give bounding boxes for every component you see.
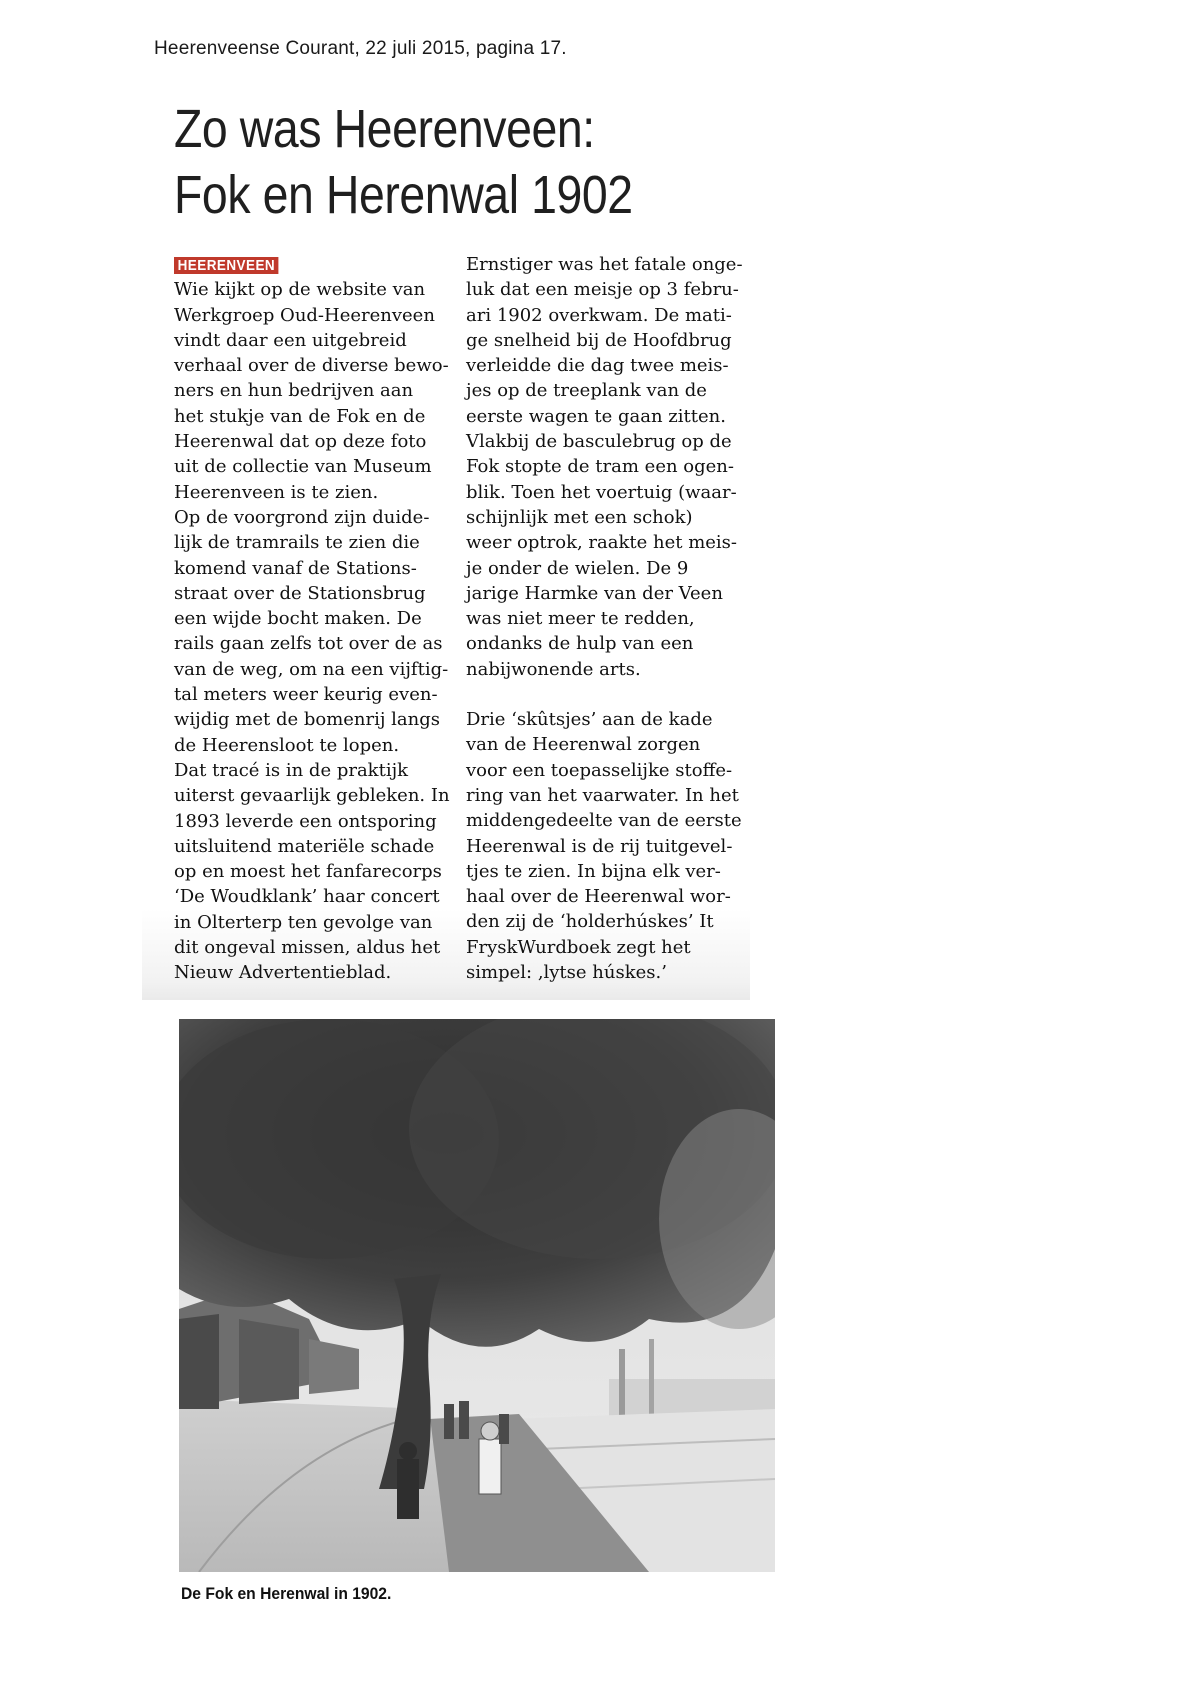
text-line: verhaal over de diverse bewo- — [174, 355, 449, 377]
text-line: ners en hun bedrijven aan — [174, 380, 414, 402]
source-citation: Heerenveense Courant, 22 juli 2015, pagina 17. — [154, 38, 567, 59]
text-line: FryskWurdboek zegt het — [466, 936, 691, 958]
text-line: Werkgroep Oud-Heerenveen — [174, 304, 435, 326]
text-line: ari 1902 overkwam. De mati- — [466, 304, 732, 326]
text-line: lijk de tramrails te zien die — [174, 532, 420, 554]
text-line: ring van het vaarwater. In het — [466, 784, 739, 806]
text-line: van de Heerenwal zorgen — [466, 734, 701, 756]
text-line: het stukje van de Fok en de — [174, 405, 426, 427]
text-line: komend vanaf de Stations- — [174, 557, 417, 579]
text-line: ‘De Woudklank’ haar concert — [174, 886, 440, 908]
text-line: Op de voorgrond zijn duide- — [174, 506, 430, 528]
text-line: luk dat een meisje op 3 febru- — [466, 279, 739, 301]
text-line: op en moest het fanfarecorps — [174, 861, 442, 883]
text-line: simpel: ‚lytse húskes.’ — [466, 962, 667, 984]
text-line: Heerenwal dat op deze foto — [174, 431, 427, 453]
text-line: eerste wagen te gaan zitten. — [466, 405, 726, 427]
article-column-right — [466, 252, 746, 985]
text-line: haal over de Heerenwal wor- — [466, 886, 731, 908]
text-line: blik. Toen het voertuig (waar- — [466, 481, 737, 503]
text-line: Drie ‘skûtsjes’ aan de kade — [466, 709, 713, 731]
article-headline — [174, 96, 633, 228]
text-line: ge snelheid bij de Hoofdbrug — [466, 329, 732, 351]
text-line: uitsluitend materiële schade — [174, 835, 435, 857]
text-line: Ernstiger was het fatale onge- — [466, 254, 743, 275]
text-line: weer optrok, raakte het meis- — [466, 532, 738, 554]
text-line: Heerenveen is te zien. — [174, 481, 379, 503]
text-line: uiterst gevaarlijk gebleken. In — [174, 785, 450, 807]
text-line: rails gaan zelfs tot over de as — [174, 633, 443, 655]
text-line: Vlakbij de basculebrug op de — [466, 431, 732, 453]
text-line: tjes te zien. In bijna elk ver- — [466, 860, 721, 882]
text-line: de Heerensloot te lopen. — [174, 734, 400, 756]
left-column-text — [174, 277, 450, 985]
text-line: in Olterterp ten gevolge van — [174, 911, 433, 933]
text-line: straat over de Stationsbrug — [174, 582, 426, 604]
right-column-paragraph-2 — [466, 707, 746, 985]
text-line: Dat tracé is in de praktijk — [174, 759, 409, 781]
headline-line-2: Fok en Herenwal 1902 — [174, 165, 633, 225]
text-line: voor een toepasselijke stoffe- — [466, 759, 733, 781]
text-line: jarige Harmke van der Veen — [466, 582, 723, 604]
section-tag: HEERENVEEN — [174, 257, 279, 274]
text-line: ondanks de hulp van een — [466, 633, 694, 655]
headline-line-1: Zo was Heerenveen: — [174, 99, 595, 159]
text-line: Nieuw Advertentieblad. — [174, 962, 392, 984]
photo-caption: De Fok en Herenwal in 1902. — [181, 1584, 392, 1603]
text-line: verleidde die dag twee meis- — [466, 355, 729, 377]
text-line: was niet meer te redden, — [466, 608, 695, 630]
text-line: 1893 leverde een ontsporing — [174, 810, 437, 832]
text-line: van de weg, om na een vijftig- — [174, 658, 449, 680]
text-line: vindt daar een uitgebreid — [174, 329, 407, 351]
text-line: uit de collectie van Museum — [174, 456, 432, 478]
text-line: nabijwonende arts. — [466, 658, 641, 680]
article-column-left — [174, 252, 450, 986]
text-line: wijdig met de bomenrij langs — [174, 709, 441, 731]
text-line: jes op de treeplank van de — [466, 380, 707, 402]
text-line: je onder de wielen. De 9 — [466, 557, 689, 579]
text-line: middengedeelte van de eerste — [466, 810, 742, 832]
text-line: dit ongeval missen, aldus het — [174, 937, 441, 959]
text-line: Heerenwal is de rij tuitgevel- — [466, 835, 733, 857]
text-line: een wijde bocht maken. De — [174, 608, 422, 630]
text-line: Fok stopte de tram een ogen- — [466, 456, 734, 478]
text-line: den zij de ‘holderhúskes’ It — [466, 911, 714, 933]
historic-photo — [179, 1019, 775, 1572]
right-column-paragraph-1 — [466, 252, 746, 682]
text-line: Wie kijkt op de website van — [174, 279, 426, 301]
text-line: schijnlijk met een schok) — [466, 506, 693, 528]
text-line: tal meters weer keurig even- — [174, 684, 438, 706]
